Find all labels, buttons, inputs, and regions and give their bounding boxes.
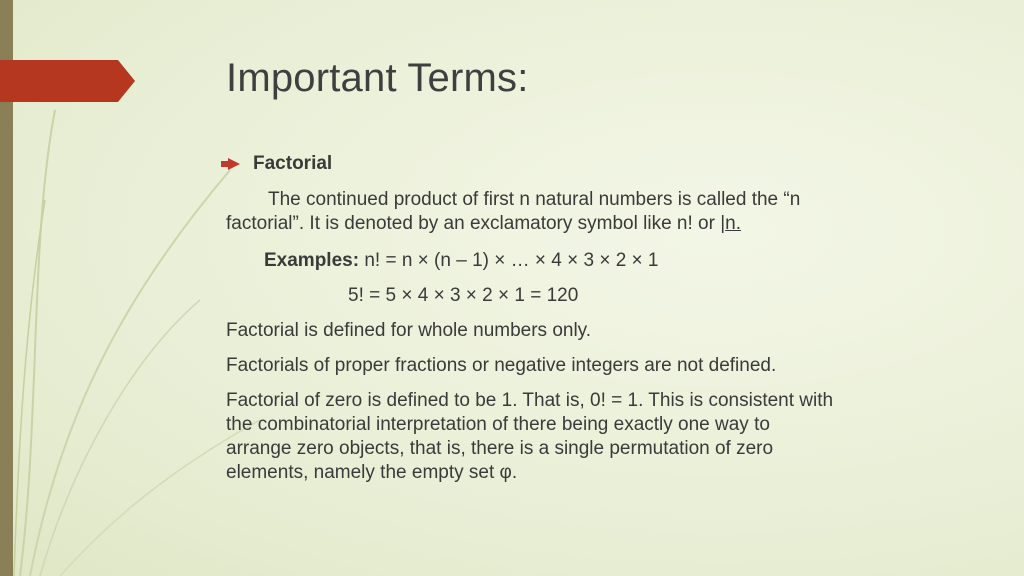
slide-title: Important Terms: [226,56,529,100]
title-arrow-banner [0,60,135,102]
note-zero-factorial [226,389,966,485]
examples-formula: n! = n × (n – 1) × … × 4 × 3 × 2 × 1 [359,250,659,271]
note-zero-line-3: arrange zero objects, that is, there is a single permutation of zero [226,438,774,459]
note-whole-numbers: Factorial is defined for whole numbers only. [226,320,592,341]
note-zero-line-4: elements, namely the empty set φ. [226,462,518,483]
slide-content [226,150,966,485]
arrow-bullet-icon [228,158,240,170]
definition-bar-symbol: | [720,213,726,234]
examples-line [226,249,966,273]
definition [226,188,966,236]
examples-label: Examples: [264,250,360,271]
note-zero-line-1: Factorial of zero is defined to be 1. That is, 0! = 1. This is consistent with [226,390,834,411]
example-5-factorial: 5! = 5 × 4 × 3 × 2 × 1 = 120 [348,285,579,306]
definition-line-2: factorial”. It is denoted by an exclamatory symbol like n! or [226,213,721,234]
note-zero-line-2: the combinatorial interpretation of there being exactly one way to [226,414,770,435]
bullet-factorial [226,150,966,178]
term-label: Factorial [253,153,333,174]
definition-n-underlined: n. [725,213,742,234]
note-not-defined: Factorials of proper fractions or negative integers are not defined. [226,355,777,376]
definition-line-1: The continued product of first n natural numbers is called the “n [268,189,801,210]
